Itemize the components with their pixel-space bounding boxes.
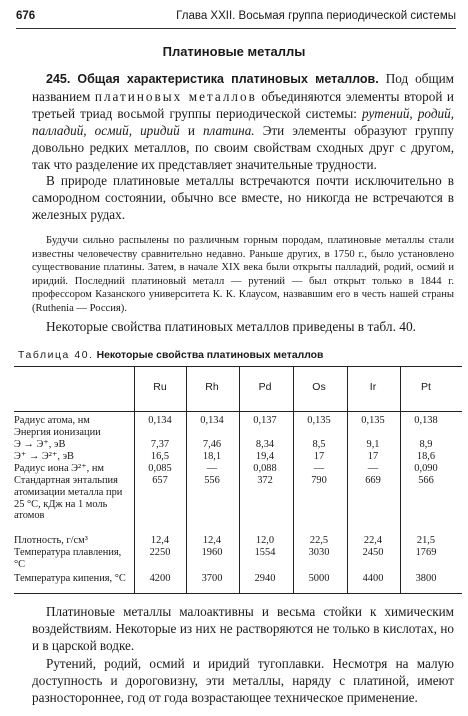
running-title: Глава XXII. Восьмая группа периодической системы [176,10,456,22]
table-cell: 1769 [415,547,437,558]
paragraph-text: Некоторые свойства платиновых металлов приведены в табл. 40. [46,319,417,334]
paragraph-activity [32,603,454,654]
table-cell: 1960 [201,547,223,558]
table-cell: 4400 [362,573,384,584]
row-label: Температура кипения, °С [14,573,126,584]
section-title: Платиновые металлы [162,44,306,59]
table-reference [32,318,454,335]
column-divider [400,367,401,593]
paragraph-text: Эти элементы образуют группу довольно редких металлов, по своим свойствам сходных друг с другом, так что разделение их представляет значительные трудности. [32,123,455,172]
table-cell: 8,34 [255,439,275,450]
table-cell: 16,5 [150,451,170,462]
paragraph-text: Платиновые металлы малоактивны и весьма стойки к химическим воздействиям. Некоторые из них не растворяются не только в кислотах, но и в царской водке. [32,604,454,653]
table-cell: 0,134 [200,415,224,426]
row-label: Радиус атома, нм [14,415,90,426]
table-label: Таблица 40. [18,350,94,361]
table-cell: 3030 [308,547,330,558]
table-title: Некоторые свойства платиновых металлов [96,350,324,361]
properties-table [14,366,462,594]
column-header: Rh [205,381,219,393]
table-cell: — [313,463,325,474]
paragraph-refractory [32,655,454,706]
column-divider [347,367,348,593]
table-cell: 7,46 [202,439,222,450]
row-label: Стандартная энтальпия атомизации металла при 25 °С, кДж на 1 моль атомов [14,475,123,522]
table-cell: 2450 [362,547,384,558]
table-cell: 0,137 [253,415,277,426]
page-number: 676 [16,10,36,22]
table-cell: 0,138 [414,415,438,426]
table-cell: 12,4 [202,535,222,546]
history-note [32,234,454,316]
paragraph-nature [32,172,454,223]
header-rule [14,411,462,412]
table-cell: 3700 [201,573,223,584]
table-cell: 0,090 [414,463,438,474]
page-header [16,10,456,29]
table-cell: 0,134 [148,415,172,426]
paragraph-text: объединяются элементы второй и третьей триад восьмой группы периодической системы: [32,89,454,121]
paragraph-245 [32,70,454,173]
table-cell: 19,4 [255,451,275,462]
small-text: Будучи сильно распылены по различным горным породам, платиновые металлы стали известны человечеству сравнительно недавно. Раньше других, в 1750 г., было установлено существование платины. Затем, в начале XIX века были открыты палладий, родий, осмий и иридий. Последний платиновый металл — рутений — был открыт только в 1844 г. профессором Казанского университета К. К. Клаусом, назвавшим его в честь нашей страны (Ruthenia — Россия). [32,235,454,314]
row-label: Э⁺ → Э²⁺, эВ [14,451,74,462]
table-cell: 1554 [254,547,276,558]
table-cell: 2250 [149,547,171,558]
table-cell: 8,5 [312,439,326,450]
table-cell: 18,6 [416,451,436,462]
table-cell: 18,1 [202,451,222,462]
table-cell: 17 [367,451,379,462]
table-cell: — [367,463,379,474]
table-cell: 5000 [308,573,330,584]
table-cell: 22,4 [363,535,383,546]
table-cell: 8,9 [419,439,433,450]
table-cell: 2940 [254,573,276,584]
column-header: Pt [421,381,431,393]
table-cell: 12,0 [255,535,275,546]
table-cell: 17 [313,451,325,462]
row-label: Плотность, г/см³ [14,535,88,546]
table-cell: 566 [418,475,434,486]
table-cell: 372 [257,475,273,486]
table-cell: 12,4 [150,535,170,546]
table-caption [18,350,323,361]
column-divider [293,367,294,593]
paragraph-heading: Общая характеристика платиновых металлов. [77,72,379,86]
table-cell: 3800 [415,573,437,584]
column-header: Ru [153,381,167,393]
paragraph-text: В природе платиновые металлы встречаются почти исключительно в самородном состоянии, обычно все вместе, но никогда не встречаются в железных рудах. [32,173,454,222]
row-label: Радиус иона Э²⁺, нм [14,463,104,474]
column-header: Ir [369,381,377,393]
column-divider [186,367,187,593]
row-label: Температура плавления, °С [14,547,122,570]
table-cell: 9,1 [366,439,380,450]
row-label: Энергия ионизации [14,427,101,438]
table-cell: 790 [311,475,327,486]
element-list: рутений, родий, палладий, осмий, иридий [32,106,454,138]
element-list: платина. [202,123,255,138]
row-label: Э → Э⁺, эВ [14,439,66,450]
table-cell: 0,135 [307,415,331,426]
paragraph-number: 245. [46,72,71,86]
column-header: Os [312,381,326,393]
table-cell: 0,135 [361,415,385,426]
column-divider [239,367,240,593]
column-header: Pd [258,381,272,393]
spaced-term: платиновых металлов [94,89,257,104]
table-cell: 4200 [149,573,171,584]
table-cell: 7,37 [150,439,170,450]
table-cell: 0,088 [253,463,277,474]
table-cell: 0,085 [148,463,172,474]
table-cell: 556 [204,475,220,486]
paragraph-text: Рутений, родий, осмий и иридий тугоплавки. Несмотря на малую доступность и дороговизну, эти металлы, наряду с платиной, имеют разностороннее, год от года возрастающее техническое применение. [32,656,454,705]
paragraph-text: Под общим названием [32,71,455,104]
table-cell: 21,5 [416,535,436,546]
table-cell: 22,5 [309,535,329,546]
column-divider [134,367,135,593]
table-cell: — [206,463,218,474]
table-cell: 657 [152,475,168,486]
table-cell: 669 [365,475,381,486]
paragraph-text: и [187,123,195,138]
